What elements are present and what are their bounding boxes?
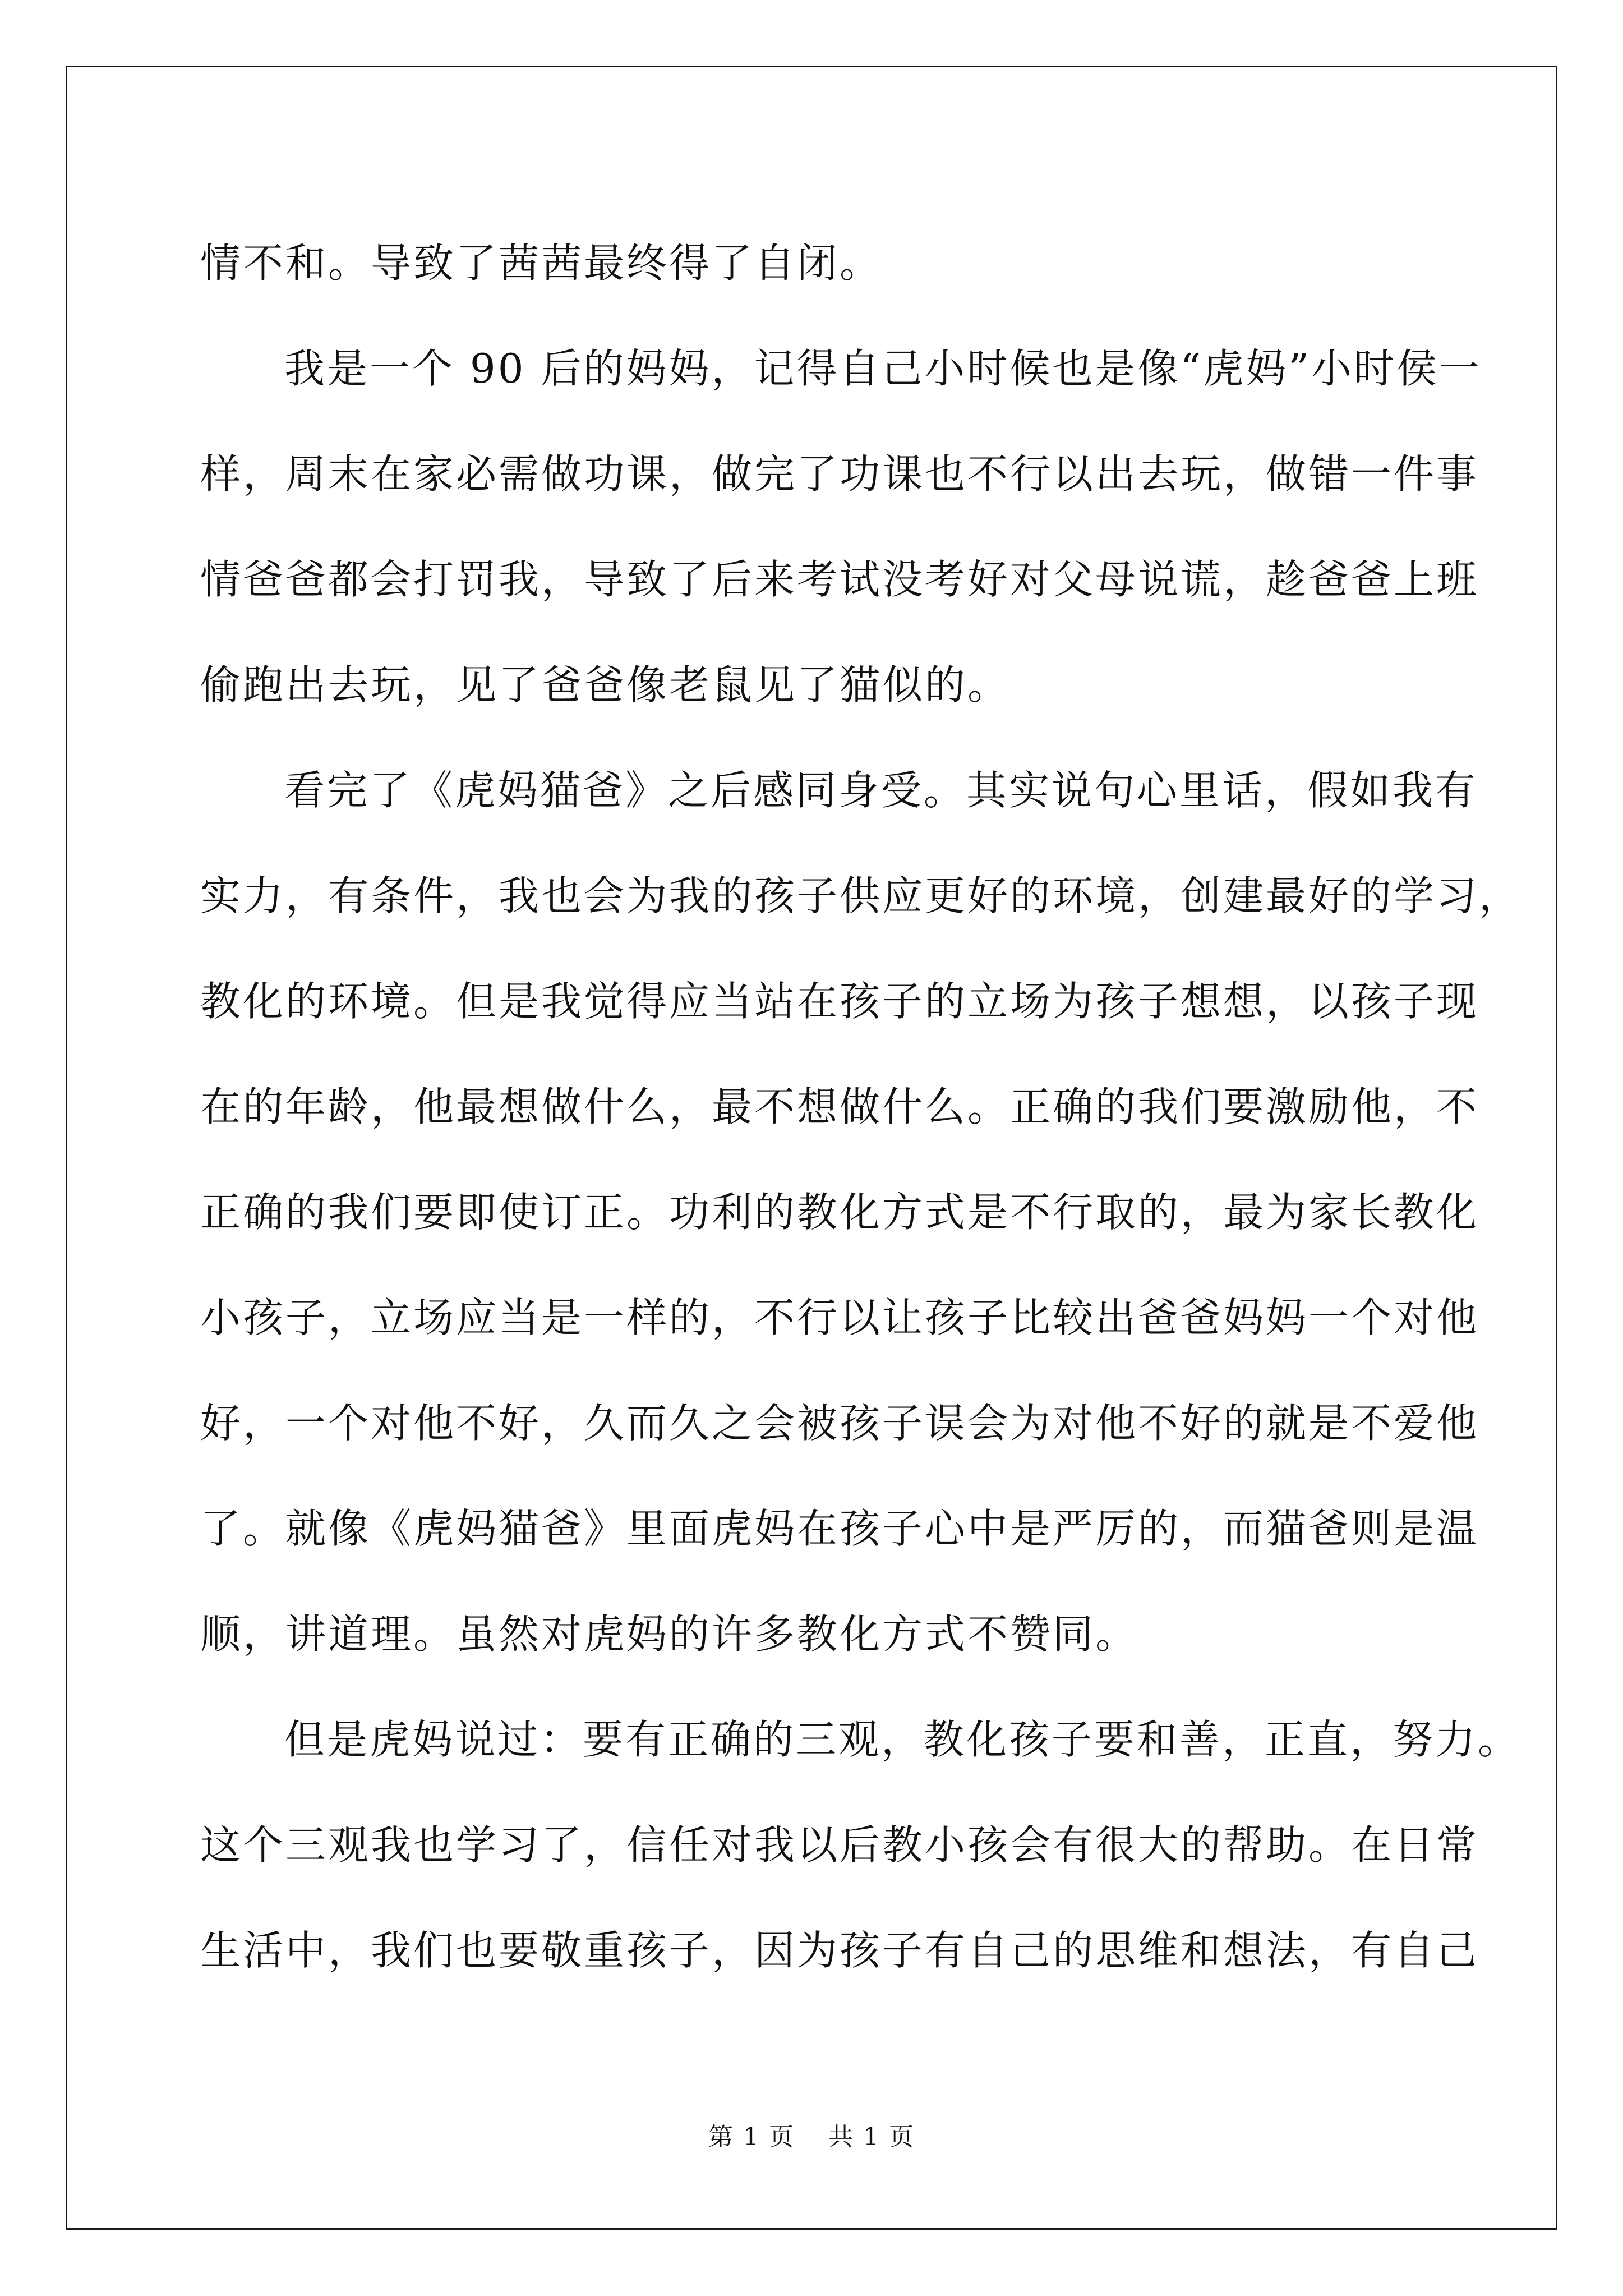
text-line: 但是虎妈说过：要有正确的三观，教化孩子要和善，正直，努力。	[284, 1716, 1521, 1763]
text-line: 生活中，我们也要敬重孩子，因为孩子有自己的思维和想法，有自己	[200, 1927, 1479, 1974]
text-line: 正确的我们要即使订正。功利的教化方式是不行取的，最为家长教化	[200, 1189, 1479, 1236]
text-line: 我是一个 90 后的妈妈，记得自己小时候也是像“虎妈”小时侯一	[284, 345, 1482, 392]
text-line: 情爸爸都会打罚我，导致了后来考试没考好对父母说谎，趁爸爸上班	[200, 556, 1479, 603]
page-footer	[0, 2120, 1623, 2154]
text-line: 样，周末在家必需做功课，做完了功课也不行以出去玩，做错一件事	[200, 450, 1479, 498]
text-line: 好，一个对他不好，久而久之会被孩子误会为对他不好的就是不爱他	[200, 1400, 1479, 1447]
text-line: 在的年龄，他最想做什么，最不想做什么。正确的我们要激励他，不	[200, 1083, 1479, 1130]
text-line: 情不和。导致了茜茜最终得了自闭。	[200, 240, 883, 287]
text-line: 实力，有条件，我也会为我的孩子供应更好的环境，创建最好的学习，	[200, 872, 1522, 919]
text-line: 小孩子，立场应当是一样的，不行以让孩子比较出爸爸妈妈一个对他	[200, 1294, 1479, 1341]
document-body	[200, 210, 1522, 2003]
text-line: 偷跑出去玩，见了爸爸像老鼠见了猫似的。	[200, 661, 1011, 708]
page-number-total: 共 1 页	[828, 2123, 915, 2151]
text-line: 了。就像《虎妈猫爸》里面虎妈在孩子心中是严厉的，而猫爸则是温	[200, 1505, 1479, 1552]
text-line: 顺，讲道理。虽然对虎妈的许多教化方式不赞同。	[200, 1611, 1138, 1658]
text-line: 这个三观我也学习了，信任对我以后教小孩会有很大的帮助。在日常	[200, 1821, 1479, 1869]
text-line: 教化的环境。但是我觉得应当站在孩子的立场为孩子想想，以孩子现	[200, 978, 1479, 1025]
text-line: 看完了《虎妈猫爸》之后感同身受。其实说句心里话，假如我有	[284, 767, 1478, 814]
page-number-current: 第 1 页	[708, 2123, 795, 2151]
